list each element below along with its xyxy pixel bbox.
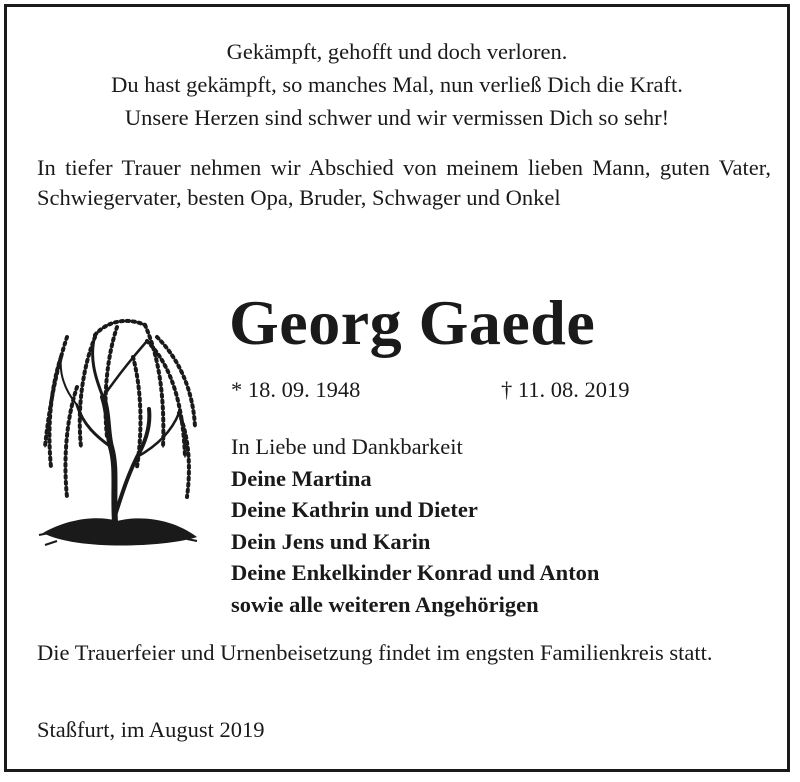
mourner-line: Deine Martina — [231, 465, 372, 491]
weeping-willow-icon — [37, 297, 199, 559]
death-date: † 11. 08. 2019 — [501, 377, 630, 402]
deceased-name: Georg Gaede — [229, 287, 596, 358]
mourners-intro: In Liebe und Dankbarkeit — [231, 434, 463, 459]
intro-text: In tiefer Trauer nehmen wir Abschied von meinem lieben Mann, guten Vater, Schwiegervater, besten Opa, Bruder, Schwager und Onkel — [37, 155, 771, 210]
mourners-list — [231, 431, 599, 620]
mourner-line: Dein Jens und Karin — [231, 528, 431, 554]
funeral-note: Die Trauerfeier und Urnenbeisetzung findet im engsten Familienkreis statt. — [37, 640, 713, 665]
mourner-line: Deine Kathrin und Dieter — [231, 497, 478, 522]
obituary-card — [4, 4, 790, 772]
motto-line: Unsere Herzen sind schwer und wir vermissen Dich so sehr! — [124, 105, 670, 130]
birth-date: * 18. 09. 1948 — [231, 377, 361, 402]
motto-line: Gekämpft, gehofft und doch verloren. — [226, 39, 568, 64]
motto-verse — [7, 35, 787, 134]
place-date: Staßfurt, im August 2019 — [37, 717, 265, 742]
mourner-line: Deine Enkelkinder Konrad und Anton — [231, 560, 600, 585]
motto-line: Du hast gekämpft, so manches Mal, nun verließ Dich die Kraft. — [111, 72, 683, 97]
mourner-line: sowie alle weiteren Angehörigen — [231, 591, 539, 617]
